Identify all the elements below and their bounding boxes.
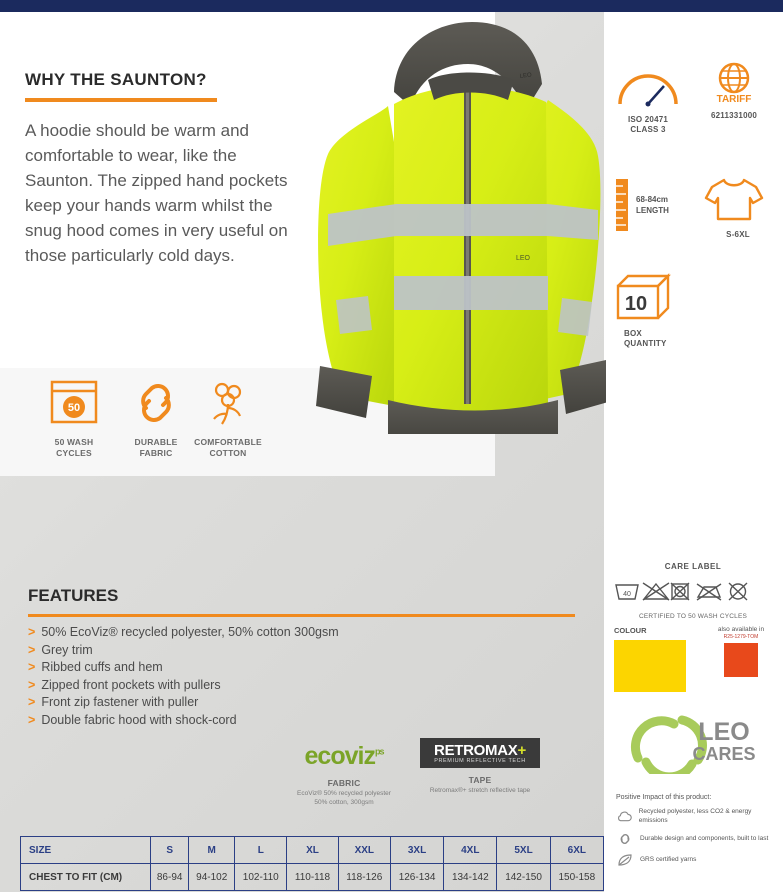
bullet-arrow-icon: >	[28, 695, 36, 709]
iso-class-block	[612, 66, 684, 135]
ruler-icon	[614, 178, 630, 232]
features-title: FEATURES	[28, 586, 119, 605]
table-cell: 94-102	[189, 864, 235, 891]
table-header-cell: 6XL	[550, 837, 603, 864]
bullet-arrow-icon: >	[28, 712, 36, 727]
care-label-note: CERTIFIED TO 50 WASH CYCLES	[638, 613, 748, 620]
box-quantity-label: BOX QUANTITY	[624, 329, 667, 348]
table-header-cell: M	[189, 837, 235, 864]
box-icon	[612, 272, 672, 322]
leo-impact-item: Recycled polyester, less CO2 & energy emissions	[616, 808, 772, 825]
table-cell: 102-110	[235, 864, 287, 891]
iso-class-label: ISO 20471 CLASS 3	[627, 115, 669, 134]
chain-link-icon	[616, 832, 634, 846]
leo-impact-item: GRS certified yarns	[616, 853, 772, 867]
leo-logo-sub: CARES	[692, 744, 756, 764]
table-header-cell: L	[235, 837, 287, 864]
care-symbols	[612, 577, 774, 603]
features-underline	[28, 614, 575, 617]
bullet-arrow-icon: >	[28, 625, 36, 639]
table-cell: 118-126	[338, 864, 390, 891]
leo-impact-block	[616, 794, 772, 867]
ecoviz-sub: EcoViz® 50% recycled polyester 50% cotton, 300gsm	[297, 790, 391, 806]
table-row	[21, 864, 604, 891]
cloud-icon	[616, 810, 633, 824]
tshirt-icon	[702, 176, 766, 222]
no-tumble-dry-icon	[671, 583, 689, 600]
table-cell: 142-150	[497, 864, 550, 891]
wash-40-icon	[616, 585, 638, 599]
svg-text:LEO: LEO	[516, 255, 531, 262]
list-item: > Ribbed cuffs and hem	[28, 660, 163, 674]
svg-text:LEO: LEO	[519, 72, 533, 80]
list-item: > 50% EcoViz® recycled polyester, 50% cotton 300gsm	[28, 625, 339, 639]
leo-logo-main: LEO	[698, 718, 750, 746]
leo-impact-intro: Positive Impact of this product:	[616, 794, 712, 801]
product-image	[276, 14, 606, 434]
table-header-cell: 3XL	[390, 837, 443, 864]
colour-alt-code: R25-1279-TOM	[723, 634, 759, 640]
list-item: > Zipped front pockets with pullers	[28, 677, 221, 692]
no-iron-icon	[697, 584, 721, 600]
bullet-arrow-icon: >	[28, 677, 36, 692]
wash-50-icon	[46, 378, 102, 426]
retromax-caption: TAPE	[468, 775, 492, 785]
table-header-cell: 5XL	[497, 837, 550, 864]
table-row-label: CHEST TO FIT (CM)	[21, 864, 151, 891]
ecoviz-logo: ecoviz$^{ps}$	[304, 742, 384, 770]
tariff-code: 6211331000	[710, 111, 758, 120]
brand-top-bar	[0, 0, 783, 12]
tariff-title: TARIFF	[716, 94, 752, 104]
box-quantity-number: 10	[624, 293, 648, 315]
features-list	[28, 624, 548, 729]
table-row	[21, 837, 604, 864]
colour-swatch-alt[interactable]	[724, 643, 758, 677]
colour-swatch-main[interactable]	[614, 640, 686, 692]
list-item: > Double fabric hood with shock-cord	[28, 712, 237, 727]
colour-alt-block[interactable]: also available in R25-1279-TOM	[706, 626, 776, 677]
why-section-title: WHY THE SAUNTON?	[25, 70, 207, 89]
care-label-title: CARE LABEL	[664, 562, 722, 571]
retromax-logo-block	[420, 738, 540, 796]
colour-label: COLOUR	[614, 626, 647, 635]
size-table	[20, 836, 604, 891]
size-range-block	[702, 176, 774, 240]
table-cell: 150-158	[550, 864, 603, 891]
table-header-cell: S	[151, 837, 189, 864]
no-bleach-icon	[643, 583, 669, 600]
care-label-block	[612, 562, 774, 620]
table-row-label: SIZE	[21, 837, 151, 864]
why-section-underline	[25, 98, 217, 102]
length-label: 68-84cm LENGTH	[636, 195, 669, 215]
no-dry-clean-icon	[729, 583, 747, 600]
globe-icon	[694, 62, 774, 104]
chain-link-icon	[128, 378, 184, 426]
table-cell: 134-142	[444, 864, 497, 891]
table-header-cell: 4XL	[444, 837, 497, 864]
leaf-icon	[616, 853, 634, 867]
gauge-icon	[612, 66, 684, 110]
length-block	[614, 178, 700, 232]
leo-impact-item: Durable design and components, built to last	[616, 832, 772, 846]
feature-icon-cotton	[180, 378, 276, 459]
bullet-arrow-icon: >	[28, 660, 36, 674]
size-range-label: S-6XL	[726, 230, 750, 239]
ecoviz-logo-block	[288, 742, 400, 807]
list-item: > Grey trim	[28, 642, 93, 657]
table-cell: 86-94	[151, 864, 189, 891]
wash-cycles-badge: 50	[67, 402, 81, 414]
feature-icon-cotton-label: COMFORTABLE COTTON	[194, 437, 262, 458]
list-item: > Front zip fastener with puller	[28, 695, 199, 709]
retromax-sub: Retromax®+ stretch reflective tape	[429, 787, 531, 794]
table-header-cell: XL	[287, 837, 338, 864]
tariff-block	[694, 62, 774, 121]
feature-icon-wash-label: 50 WASH CYCLES	[54, 437, 94, 458]
ecoviz-caption: FABRIC	[327, 778, 361, 788]
table-header-cell: XXL	[338, 837, 390, 864]
bullet-arrow-icon: >	[28, 642, 36, 657]
feature-icon-durable-label: DURABLE FABRIC	[134, 437, 178, 458]
table-cell: 126-134	[390, 864, 443, 891]
svg-text:40: 40	[623, 591, 631, 598]
cotton-plant-icon	[200, 378, 256, 426]
leo-cares-logo	[612, 706, 780, 779]
table-cell: 110-118	[287, 864, 338, 891]
retromax-logo: RETROMAX+ PREMIUM REFLECTIVE TECH	[420, 738, 540, 768]
why-section-body: A hoodie should be warm and comfortable to wear, like the Saunton. The zipped hand pockets keep your hands warm whilst the snug hood comes in very useful on those particularly cold days.	[25, 121, 288, 265]
box-quantity-block	[612, 272, 696, 349]
